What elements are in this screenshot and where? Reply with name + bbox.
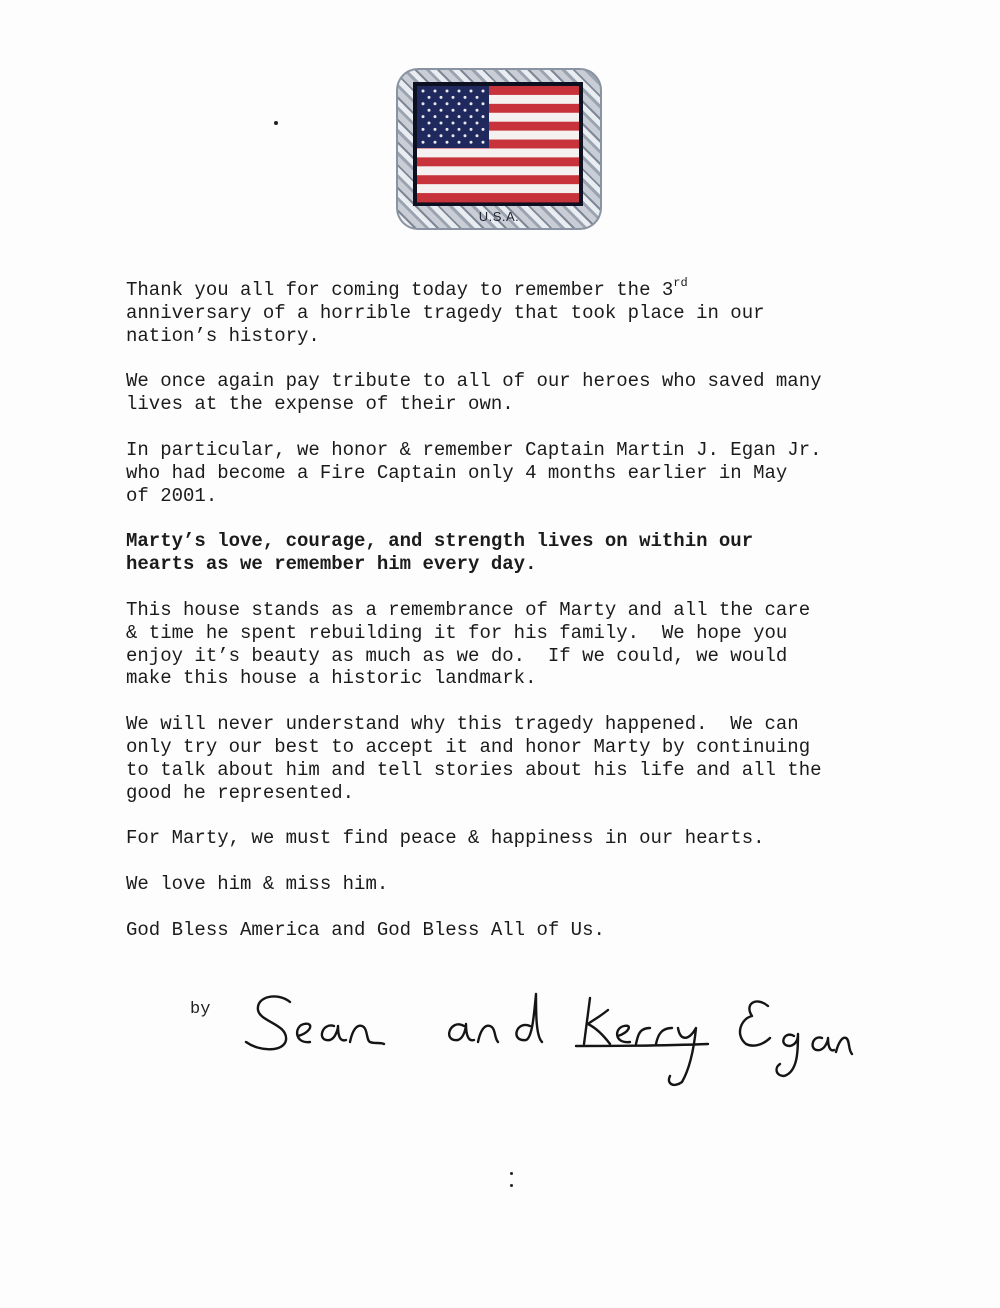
flag-stripe: [417, 184, 579, 193]
flag-star: [446, 115, 449, 118]
paragraph-anniversary: [126, 276, 886, 347]
flag-star: [464, 122, 467, 125]
flag-star: [428, 96, 431, 99]
flag-star: [446, 90, 449, 93]
flag-star: [440, 96, 443, 99]
flag-star: [476, 96, 479, 99]
by-label: by: [190, 1000, 211, 1019]
us-flag-icon: [413, 82, 583, 206]
flag-star: [422, 128, 425, 131]
flag-stripe: [417, 166, 579, 175]
flag-star: [446, 102, 449, 105]
flag-star: [476, 109, 479, 112]
flag-star: [452, 134, 455, 137]
flag-star: [440, 122, 443, 125]
flag-star: [458, 115, 461, 118]
flag-star: [446, 128, 449, 131]
flag-star: [452, 122, 455, 125]
flag-star: [470, 115, 473, 118]
flag-star: [428, 109, 431, 112]
flag-sticker: [396, 68, 602, 230]
flag-star: [434, 90, 437, 93]
paragraph-love-miss: We love him & miss him.: [126, 873, 389, 896]
flag-star: [470, 102, 473, 105]
paragraph-tragedy: We will never understand why this tragedy happened. We can only try our best to accept it and honor Marty by continuing to talk about him and tell stories about his life and all the good he represented.: [126, 713, 822, 804]
flag-star: [464, 96, 467, 99]
ordinal-superscript: rd: [673, 276, 688, 290]
paragraph-captain: In particular, we honor & remember Captain Martin J. Egan Jr. who had become a Fire Captain only 4 months earlier in May of 2001.: [126, 438, 822, 507]
flag-star: [470, 128, 473, 131]
flag-star: [452, 109, 455, 112]
paragraph-tribute: We once again pay tribute to all of our heroes who saved many lives at the expense of their own.: [126, 370, 822, 416]
flag-star: [482, 115, 485, 118]
paragraph-text: anniversary of a horrible tragedy that took place in our nation’s history.: [126, 301, 765, 347]
flag-star: [434, 102, 437, 105]
flag-star: [434, 141, 437, 144]
speck-mark: [510, 1172, 513, 1175]
flag-stripe: [417, 157, 579, 166]
flag-star: [440, 109, 443, 112]
flag-star: [482, 128, 485, 131]
flag-star: [434, 128, 437, 131]
flag-star: [428, 122, 431, 125]
flag-stripe: [417, 148, 579, 157]
flag-star: [440, 134, 443, 137]
speck-mark: [510, 1184, 513, 1187]
flag-stripe: [417, 193, 579, 202]
flag-star: [422, 115, 425, 118]
flag-stripe: [417, 175, 579, 184]
paragraph-house: This house stands as a remembrance of Marty and all the care & time he spent rebuilding it for his family. We hope you enjoy it’s beauty as much as we do. If we could, we would make this house a historic landmark.: [126, 598, 811, 690]
flag-star: [422, 90, 425, 93]
signature-block: [190, 990, 870, 1100]
flag-star: [464, 134, 467, 137]
flag-star: [482, 141, 485, 144]
flag-star: [458, 102, 461, 105]
flag-star: [458, 128, 461, 131]
flag-star: [470, 141, 473, 144]
flag-star: [476, 122, 479, 125]
sticker-label: U.S.A.: [478, 209, 520, 224]
flag-star: [470, 90, 473, 93]
paragraph-text: Thank you all for coming today to remember the 3: [126, 279, 674, 301]
flag-star: [482, 102, 485, 105]
flag-star: [422, 102, 425, 105]
handwritten-signature: [238, 988, 858, 1098]
flag-star: [452, 96, 455, 99]
flag-star: [428, 134, 431, 137]
paragraph-peace: For Marty, we must find peace & happiness in our hearts.: [126, 827, 765, 850]
paragraph-love: Marty’s love, courage, and strength lives on within our hearts as we remember him every day.: [126, 530, 754, 576]
flag-star: [434, 115, 437, 118]
flag-star: [476, 134, 479, 137]
letter-body: [126, 276, 886, 942]
flag-star: [464, 109, 467, 112]
flag-star: [422, 141, 425, 144]
flag-star: [446, 141, 449, 144]
speck-mark: [274, 121, 278, 125]
flag-star: [482, 90, 485, 93]
flag-star: [458, 90, 461, 93]
flag-star: [458, 141, 461, 144]
paragraph-blessing: God Bless America and God Bless All of Us.: [126, 918, 605, 941]
